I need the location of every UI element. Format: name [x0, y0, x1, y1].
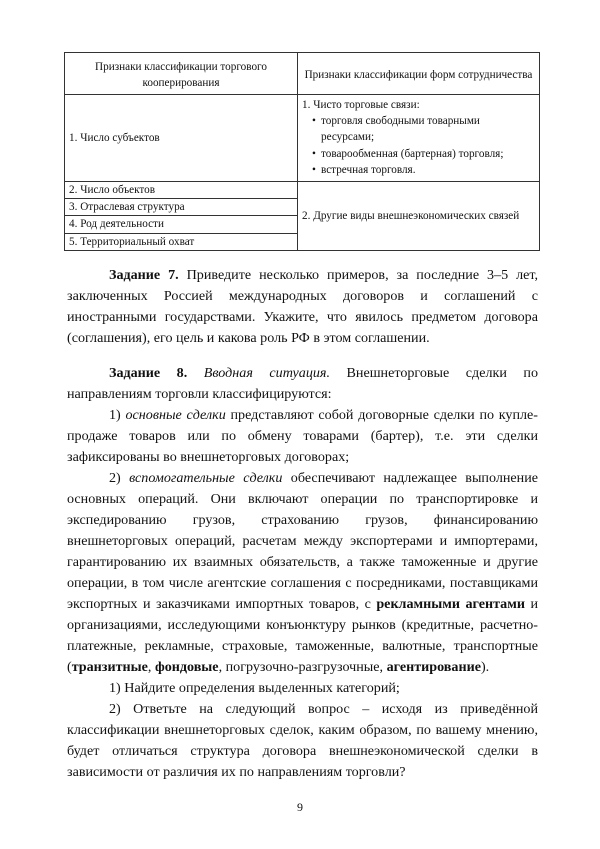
paragraph-text: представляют собой договорные сделки по купле-продаже товаров или по обмену товарами (бартер), т.е. эти сделки зафиксированы во внешнеторговых договорах;	[67, 407, 538, 465]
question-1: 1) Найдите определения выделенных категорий;	[109, 680, 400, 696]
item-number: 1)	[109, 407, 126, 423]
paragraph-text: обеспечивают надлежащее выполнение основных операций. Они включают операции по транспортировке и экспедированию грузов, страхованию грузов, финансированию внешнеторговых операций, расчетам между экспортерами и импортерами, гарантированию их взаимных обязательств, а также таможенные и другие операции, в том числе агентские соглашения с посредниками, поставщиками экспортных и заказчиками импортных товаров, с	[67, 470, 538, 612]
task-7-block	[67, 265, 538, 349]
task-8-paragraph-2	[67, 468, 538, 678]
table-header-row	[65, 53, 540, 95]
task-7-label: Задание 7.	[109, 267, 179, 283]
item-number: 2)	[109, 470, 130, 486]
term-auxiliary-deals: вспомогательные сделки	[129, 470, 283, 486]
paragraph-text: , погрузочно-разгрузочные,	[218, 659, 387, 675]
list-item: • встречная торговля.	[312, 162, 535, 178]
table-cell: 4. Род деятельности	[65, 216, 298, 233]
task-8-paragraph-1	[67, 405, 538, 468]
table-cell	[298, 95, 540, 182]
task-8-situation: Вводная ситуация.	[203, 365, 330, 381]
list-item: • торговля свободными товарными ресурсами;	[312, 113, 535, 145]
table-cell: 3. Отраслевая структура	[65, 199, 298, 216]
question-2: 2) Ответьте на следующий вопрос – исходя из приведённой классификации внешнеторговых сделок, каким образом, по вашему мнению, будет отличаться структура договора внешнеэкономической сделки в зависимости от различия их по направлениям торговли?	[67, 701, 538, 780]
table-cell: 2. Число объектов	[65, 182, 298, 199]
table-header-cell: Признаки классификации торгового кооперирования	[65, 53, 298, 95]
table-row	[65, 95, 540, 182]
task-8-block	[67, 363, 538, 783]
term-agency: агентирование	[386, 659, 481, 675]
task-8-label: Задание 8.	[109, 365, 188, 381]
list-item: • товарообменная (бартерная) торговля;	[312, 146, 535, 162]
term-main-deals: основные сделки	[125, 407, 226, 423]
classification-table	[64, 52, 540, 251]
separator: ,	[147, 659, 155, 675]
cell-title: 1. Чисто торговые связи:	[302, 99, 420, 111]
task-8-intro-text: Внешнеторговые сделки по направлениям торговли классифицируются:	[67, 365, 538, 402]
term-advertising-agents: рекламными агентами	[376, 596, 525, 612]
page-number: 9	[297, 800, 303, 814]
paragraph-end: ).	[480, 659, 490, 675]
table-cell: 1. Число субъектов	[65, 95, 298, 182]
table-row	[65, 182, 540, 199]
task-7-paragraph	[67, 265, 538, 349]
table-cell: 2. Другие виды внешнеэкономических связей	[298, 182, 540, 251]
task-7-text: Приведите несколько примеров, за последние 3–5 лет, заключенных Россией международных договоров и соглашений с иностранными государствами. Укажите, что явилось предметом договора (соглашения), его цель и какова роль РФ в этом соглашении.	[67, 267, 538, 346]
table-header-cell: Признаки классификации форм сотрудничества	[298, 53, 540, 95]
table-cell: 5. Территориальный охват	[65, 233, 298, 250]
paragraph-text: и организациями, исследующими конъюнктуру рынков (кредитные, расчетно-платежные, рекламные, страховые, таможенные, валютные, транспортные (	[67, 596, 538, 675]
bullet-list	[302, 113, 535, 178]
task-8-intro	[67, 363, 538, 405]
term-transit: транзитные	[71, 659, 148, 675]
term-stock: фондовые	[154, 659, 219, 675]
